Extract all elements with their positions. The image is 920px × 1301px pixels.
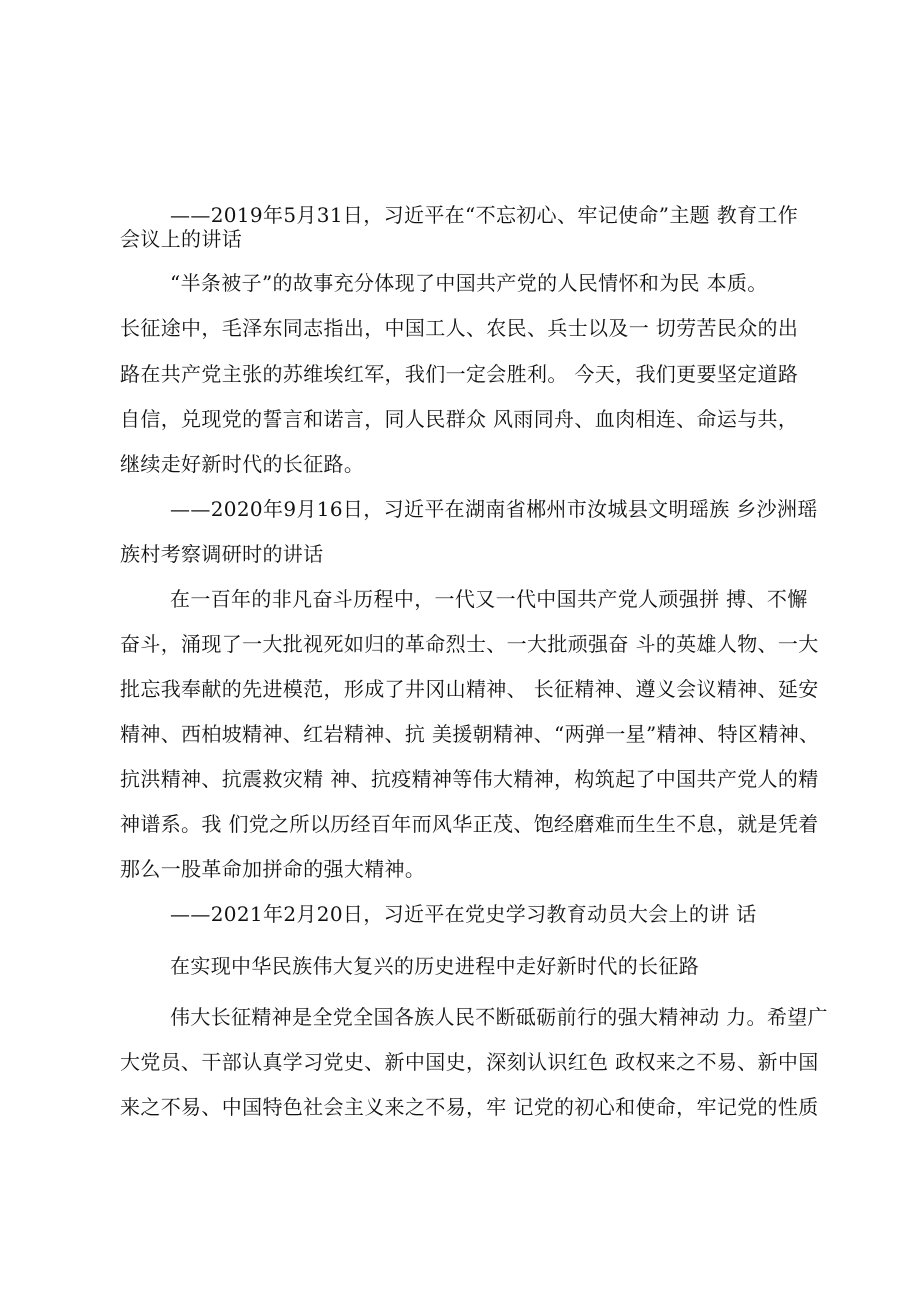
paragraph-3-line-1: 伟大长征精神是全党全国各族人民不断砥砺前行的强大精神动 力。希望广 (170, 1005, 828, 1029)
paragraph-2-line-6: 神谱系。我 们党之所以历经百年而风华正茂、饱经磨难而生生不息，就是凭着 (120, 812, 819, 836)
section-heading: 在实现中华民族伟大复兴的历史进程中走好新时代的长征路 (170, 954, 700, 978)
paragraph-2-line-2: 奋斗，涌现了一大批视死如归的革命烈士、一大批顽强奋 斗的英雄人物、一大 (120, 632, 819, 656)
paragraph-1-line-1: “半条被子”的故事充分体现了中国共产党的人民情怀和为民 本质。 (170, 271, 768, 295)
paragraph-2-line-1: 在一百年的非凡奋斗历程中，一代又一代中国共产党人顽强拼 搏、不懈 (170, 587, 808, 611)
citation-2019-line-2: 会议上的讲话 (120, 227, 243, 251)
paragraph-3-line-3: 来之不易、中国特色社会主义来之不易，牢 记党的初心和使命，牢记党的性质 (120, 1095, 819, 1119)
citation-2021-line: ——2021年2月20日，习近平在党史学习教育动员大会上的讲 话 (170, 902, 757, 926)
paragraph-2-line-4: 精神、西柏坡精神、红岩精神、抗 美援朝精神、“两弹一星”精神、特区精神、 (120, 722, 820, 746)
paragraph-1-line-5: 继续走好新时代的长征路。 (120, 452, 365, 476)
paragraph-2-line-7: 那么一股革命加拼命的强大精神。 (120, 857, 426, 881)
citation-2020-line-2: 族村考察调研时的讲话 (120, 542, 324, 566)
paragraph-1-line-2: 长征途中，毛泽东同志指出，中国工人、农民、兵士以及一 切劳苦民众的出 (120, 316, 799, 340)
paragraph-2-line-5: 抗洪精神、抗震救灾精 神、抗疫精神等伟大精神，构筑起了中国共产党人的精 (120, 767, 819, 791)
paragraph-1-line-3: 路在共产党主张的苏维埃红军，我们一定会胜利。 今天，我们更要坚定道路 (120, 362, 799, 386)
paragraph-3-line-2: 大党员、干部认真学习党史、新中国史，深刻认识红色 政权来之不易、新中国 (120, 1050, 819, 1074)
paragraph-2-line-3: 批忘我奉献的先进模范，形成了井冈山精神、 长征精神、遵义会议精神、延安 (120, 677, 819, 701)
paragraph-1-line-4: 自信，兑现党的誓言和诺言，同人民群众 风雨同舟、血肉相连、命运与共， (120, 407, 799, 431)
citation-2020-line-1: ——2020年9月16日，习近平在湖南省郴州市汝城县文明瑶族 乡沙洲瑶 (170, 497, 818, 521)
citation-2019-line-1: ——2019年5月31日，习近平在“不忘初心、牢记使命”主题 教育工作 (170, 203, 799, 227)
